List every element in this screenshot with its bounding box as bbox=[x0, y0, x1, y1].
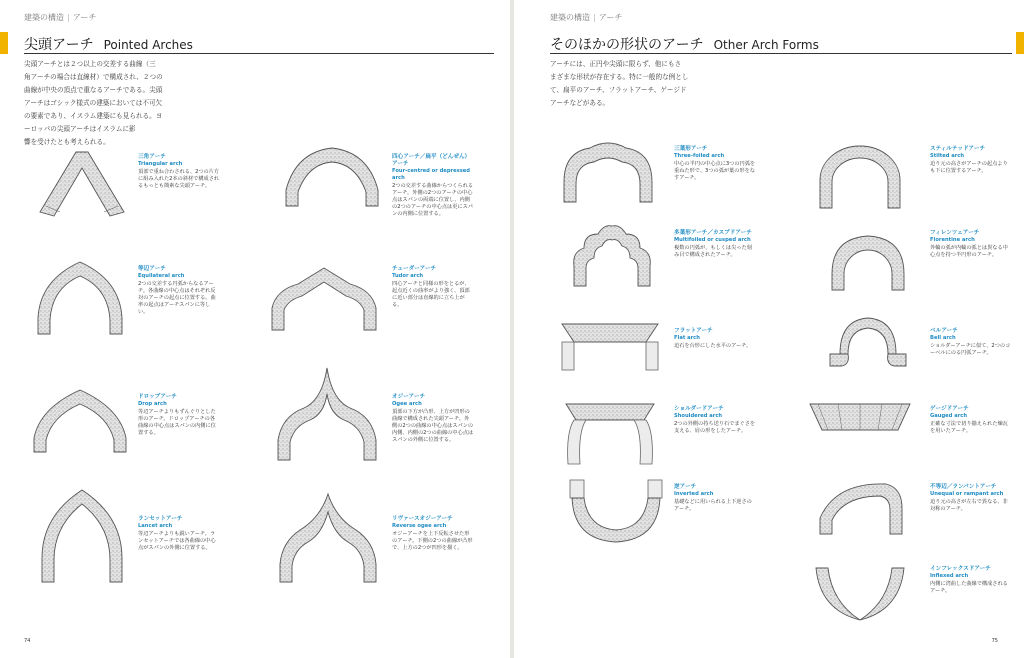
caption-tudor-arch bbox=[392, 266, 474, 309]
caption-title-en: Triangular arch bbox=[138, 161, 183, 167]
multifoiled-arch-illustration bbox=[570, 222, 654, 290]
caption-rampant-arch bbox=[930, 484, 1012, 513]
caption-title-en: Lancet arch bbox=[138, 523, 173, 529]
caption-flat-arch bbox=[674, 328, 756, 350]
caption-inverted-arch bbox=[674, 484, 756, 513]
caption-title-en: Four-centred or depressed arch bbox=[392, 168, 471, 181]
drop-arch-illustration bbox=[30, 382, 130, 456]
inflexed-arch-illustration bbox=[814, 566, 906, 622]
caption-description: 内側に湾曲した曲線で構成されるアーチ。 bbox=[930, 581, 1008, 594]
caption-description: 正確な寸法で切り揃えられた煉瓦を用いたアーチ。 bbox=[930, 421, 1008, 434]
caption-title-en: Flat arch bbox=[674, 335, 700, 341]
breadcrumb-separator: | bbox=[593, 13, 596, 22]
intro-line: 響を受けたとも考えられる。 bbox=[24, 138, 110, 146]
caption-description: オジーアーチを上下反転させた形のアーチ。下側の2つの曲線が凸形で、上方の2つが凹形を描く。 bbox=[392, 531, 473, 551]
ogee-arch-illustration bbox=[274, 364, 380, 464]
caption-title-en: Gauged arch bbox=[930, 413, 968, 419]
caption-title-jp: フラットアーチ bbox=[674, 328, 713, 334]
triangular-arch-illustration bbox=[36, 148, 128, 220]
intro-line: 尖頭アーチとは２つ以上の交差する曲線（三 bbox=[24, 60, 156, 68]
caption-shouldered-arch bbox=[674, 406, 756, 435]
caption-title-jp: リヴァースオジーアーチ bbox=[392, 516, 453, 522]
flat-arch-illustration bbox=[560, 322, 660, 372]
intro-line: て、扁平のアーチ、フラットアーチ、ゲージド bbox=[550, 86, 687, 94]
page-title-jp: 尖頭アーチ bbox=[24, 37, 94, 53]
caption-inflexed-arch bbox=[930, 566, 1012, 595]
caption-title-jp: ベルアーチ bbox=[930, 328, 958, 334]
bell-arch-illustration bbox=[828, 316, 908, 376]
caption-title-jp: 逆アーチ bbox=[674, 484, 697, 490]
caption-title-jp: ドロップアーチ bbox=[138, 394, 177, 400]
caption-title-jp: 三角アーチ bbox=[138, 154, 166, 160]
caption-title-en: Tudor arch bbox=[392, 273, 424, 279]
caption-title-jp: インフレックスドアーチ bbox=[930, 566, 991, 572]
caption-description: 中心の半円の中心点に3つの円弧を重ねた形で、3つの弧が葉の形をなすアーチ。 bbox=[674, 161, 756, 181]
caption-description: ショルダーアーチに似て、2つのコーベルにのる円弧アーチ。 bbox=[930, 343, 1011, 356]
intro-line: まざまな形状が存在する。特に一般的な例とし bbox=[550, 73, 689, 81]
caption-title-jp: フィレンツェアーチ bbox=[930, 230, 980, 236]
intro-line: 曲線が中央の頂点で重なるアーチである。尖頭 bbox=[24, 86, 163, 94]
intro-text bbox=[550, 58, 700, 110]
caption-title-en: Inflexed arch bbox=[930, 573, 969, 579]
caption-title-en: Multifoiled or cusped arch bbox=[674, 237, 751, 243]
caption-description: 2つの交差する円弧からなるアーチ。各曲線の中心点はそれぞれ反対のアーチの起点に位置する。曲率の起点はアーチスパンに等しい。 bbox=[138, 281, 216, 315]
caption-three-foiled-arch bbox=[674, 146, 756, 182]
caption-title-en: Unequal or rampant arch bbox=[930, 491, 1004, 497]
caption-title-jp: ゲージドアーチ bbox=[930, 406, 969, 412]
chapter-tab-marker bbox=[1016, 32, 1024, 54]
page-title-en: Pointed Arches bbox=[103, 38, 193, 52]
page-title-en: Other Arch Forms bbox=[713, 38, 819, 52]
caption-title-en: Shouldered arch bbox=[674, 413, 723, 419]
caption-description: 等辺アーチよりもずんぐりとした形のアーチ。ドロップアーチの各曲線の中心点はスパンの内側に位置する。 bbox=[138, 409, 216, 436]
page-title-jp: そのほかの形状のアーチ bbox=[550, 37, 704, 53]
caption-description: 基礎などに用いられる上下逆さのアーチ。 bbox=[674, 499, 752, 512]
caption-title-jp: 四心アーチ／扁平（どんぜん）アーチ bbox=[392, 154, 471, 167]
caption-gauged-arch bbox=[930, 406, 1012, 435]
breadcrumb-section: 建築の構造 bbox=[550, 13, 590, 22]
caption-ogee-arch bbox=[392, 394, 474, 444]
caption-title-en: Florentine arch bbox=[930, 237, 975, 243]
caption-title-en: Inverted arch bbox=[674, 491, 714, 497]
caption-title-jp: オジーアーチ bbox=[392, 394, 426, 400]
caption-description: 頂部の下方が凸形、上方が凹形の曲線で構成された尖頭アーチ。外側の2つの曲線の中心点はスパンの内側、内側の2つの曲線の中心点はスパンの外側に位置する。 bbox=[392, 409, 474, 443]
breadcrumb-sub: アーチ bbox=[598, 13, 623, 22]
caption-description: 2つの交差する曲線からつくられるアーチ。外側の2つのアーチの中心点はスパンの両端に位置し、内側の2つのアーチの中心点は更にスパンの内側に位置する。 bbox=[392, 183, 474, 217]
caption-title-en: Drop arch bbox=[138, 401, 167, 407]
caption-stilted-arch bbox=[930, 146, 1012, 175]
page-number: 74 bbox=[24, 638, 31, 644]
breadcrumb bbox=[24, 12, 96, 23]
caption-title-en: Reverse ogee arch bbox=[392, 523, 447, 529]
three-foiled-arch-illustration bbox=[560, 136, 656, 206]
breadcrumb bbox=[550, 12, 622, 23]
caption-description: 頂部で重ね合わされる、2つの片方に組み入れた2本の斜材で構成されるもっとも簡素な尖頭アーチ。 bbox=[138, 169, 220, 189]
page-title bbox=[550, 34, 819, 54]
gauged-arch-illustration bbox=[808, 402, 912, 442]
shouldered-arch-illustration bbox=[560, 402, 660, 466]
caption-title-en: Stilted arch bbox=[930, 153, 965, 159]
rampant-arch-illustration bbox=[816, 478, 906, 536]
page-number: 75 bbox=[991, 638, 998, 644]
florentine-arch-illustration bbox=[828, 234, 908, 292]
caption-title-jp: 等辺アーチ bbox=[138, 266, 166, 272]
lancet-arch-illustration bbox=[36, 486, 128, 586]
caption-description: 等辺アーチよりも鋭いアーチ。ランセットアーチでは各曲線の中心点がスパンの外側に位置する。 bbox=[138, 531, 216, 551]
caption-equilateral-arch bbox=[138, 266, 220, 316]
page-title bbox=[24, 34, 193, 54]
caption-bell-arch bbox=[930, 328, 1012, 357]
caption-reverse-ogee-arch bbox=[392, 516, 474, 552]
caption-triangular-arch bbox=[138, 154, 220, 190]
four-centred-arch-illustration bbox=[282, 140, 382, 210]
caption-description: 迫り元の高さがアーチの起点よりも下に位置するアーチ。 bbox=[930, 161, 1008, 174]
intro-line: ーロッパの尖頭アーチはイスラムに影 bbox=[24, 125, 136, 133]
caption-title-jp: スティルテッドアーチ bbox=[930, 146, 986, 152]
caption-title-en: Bell arch bbox=[930, 335, 956, 341]
caption-description: 複数の円弧が、もしくは尖った刻み目で構成されたアーチ。 bbox=[674, 245, 752, 258]
intro-line: アーチはゴシック様式の建築においては不可欠 bbox=[24, 99, 163, 107]
caption-title-jp: 多葉形アーチ／カスプドアーチ bbox=[674, 230, 752, 236]
caption-description: 外輪の弧が内輪の弧とは異なる中心点を持つ半円形のアーチ。 bbox=[930, 245, 1008, 258]
caption-title-jp: チューダーアーチ bbox=[392, 266, 437, 272]
caption-lancet-arch bbox=[138, 516, 220, 552]
caption-title-en: Ogee arch bbox=[392, 401, 422, 407]
intro-line: の要素であり、イスラム建築にも見られる。ヨ bbox=[24, 112, 163, 120]
caption-drop-arch bbox=[138, 394, 220, 437]
caption-title-jp: 三葉形アーチ bbox=[674, 146, 708, 152]
caption-title-jp: ランセットアーチ bbox=[138, 516, 183, 522]
caption-title-en: Equilateral arch bbox=[138, 273, 185, 279]
caption-description: 迫石を台形にした水平のアーチ。 bbox=[674, 343, 752, 349]
caption-title-jp: 不等辺／ランパントアーチ bbox=[930, 484, 997, 490]
title-rule bbox=[24, 53, 494, 54]
caption-title-jp: ショルダードアーチ bbox=[674, 406, 724, 412]
breadcrumb-separator: | bbox=[67, 13, 70, 22]
breadcrumb-sub: アーチ bbox=[72, 13, 97, 22]
inverted-arch-illustration bbox=[568, 478, 664, 544]
equilateral-arch-illustration bbox=[32, 258, 128, 338]
reverse-ogee-arch-illustration bbox=[276, 490, 380, 586]
chapter-tab-marker bbox=[0, 32, 8, 54]
left-page bbox=[0, 0, 510, 658]
caption-description: 迫り元の高さが左右で異なる、非対称のアーチ。 bbox=[930, 499, 1008, 512]
intro-line: 角アーチの場合は直線材）で構成され、２つの bbox=[24, 73, 163, 81]
breadcrumb-section: 建築の構造 bbox=[24, 13, 64, 22]
caption-florentine-arch bbox=[930, 230, 1012, 259]
caption-description: 2つの外側の持ち送り石でまぐさを支える、肩の形をしたアーチ。 bbox=[674, 421, 756, 434]
caption-multifoiled-arch bbox=[674, 230, 756, 259]
tudor-arch-illustration bbox=[268, 262, 380, 334]
right-page bbox=[514, 0, 1024, 658]
stilted-arch-illustration bbox=[816, 142, 904, 210]
caption-title-en: Three-foiled arch bbox=[674, 153, 725, 159]
title-rule bbox=[550, 53, 1012, 54]
intro-line: アーチには、正円や尖頭に限らず、他にもさ bbox=[550, 60, 682, 68]
intro-line: アーチなどがある。 bbox=[550, 99, 610, 107]
caption-description: 四心アーチと同様の形をとるが、起点近くの曲率がより強く、頂部に近い部分は直線的に立ち上がる。 bbox=[392, 281, 470, 308]
intro-text bbox=[24, 58, 164, 149]
caption-four-centred-arch bbox=[392, 154, 474, 218]
